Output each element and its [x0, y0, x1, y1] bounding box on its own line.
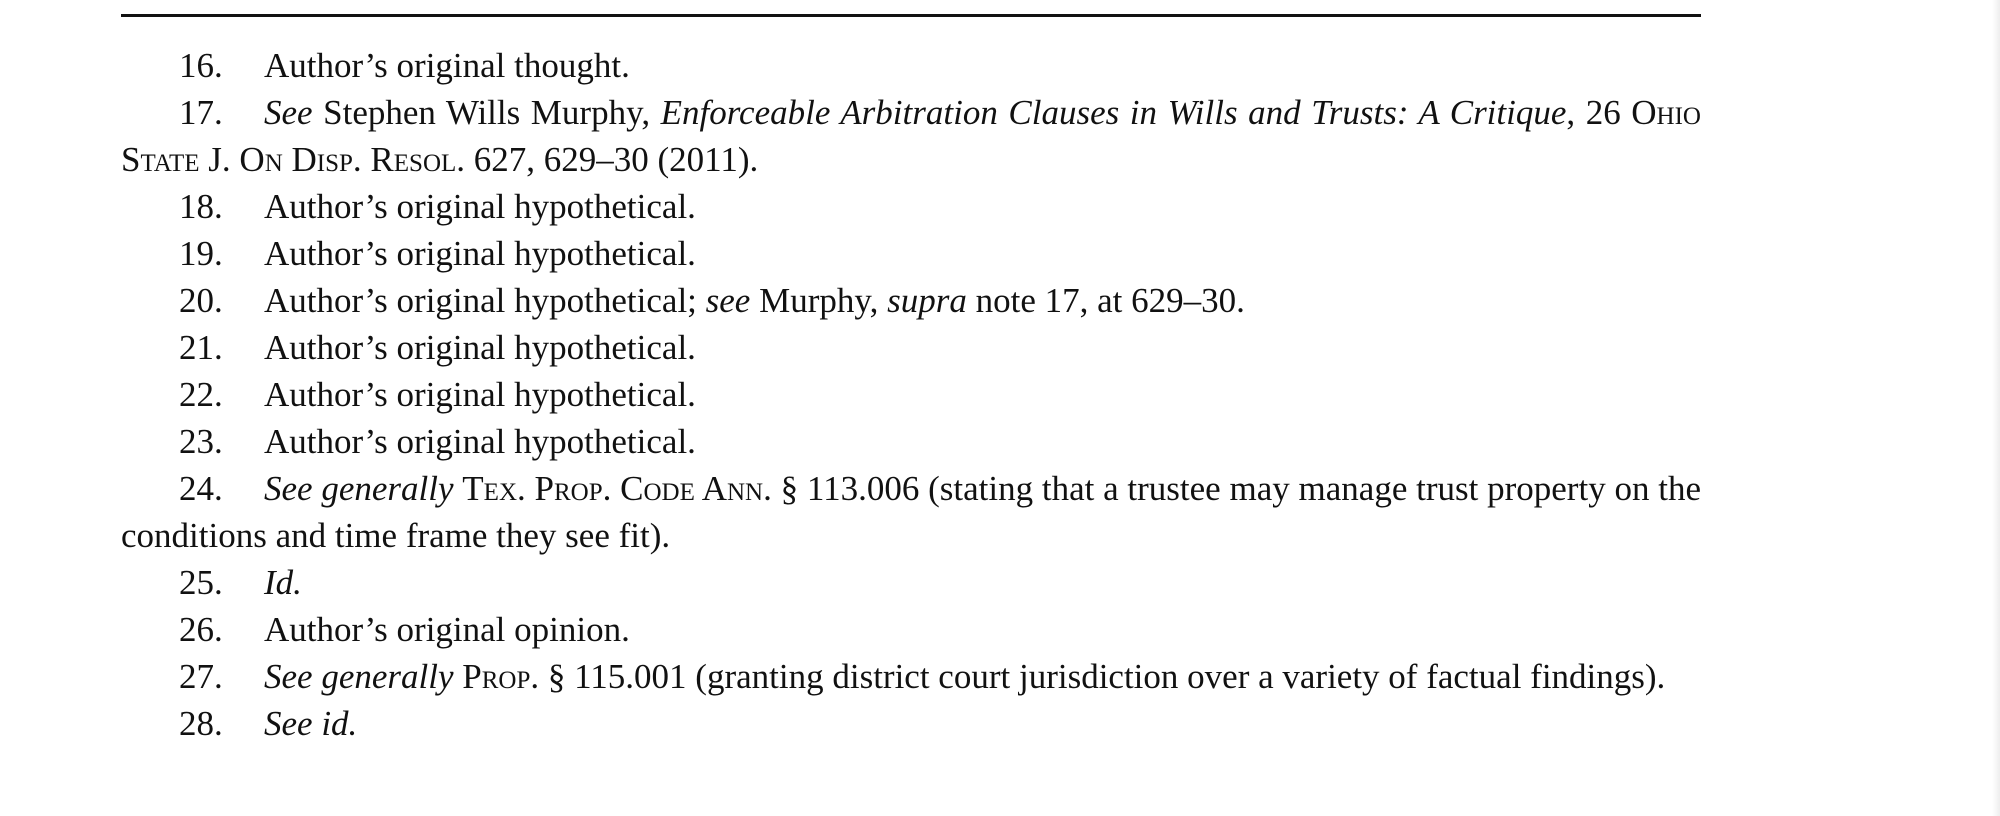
author-name: Stephen Wills Murphy, — [312, 93, 661, 132]
footnote-text: Author’s original hypothetical. — [264, 234, 696, 273]
signal-see-generally: See generally — [264, 657, 454, 696]
footnote-text: Author’s original hypothetical. — [264, 187, 696, 226]
footnote-19 — [121, 230, 1701, 277]
footnote-23 — [121, 418, 1701, 465]
signal-see-generally: See generally — [264, 469, 454, 508]
footnote-27 — [121, 653, 1701, 700]
footnote-text: Author’s original opinion. — [264, 610, 630, 649]
footnote-number: 19. — [179, 234, 223, 273]
footnote-number: 17. — [179, 93, 223, 132]
footnote-text: Author’s original hypothetical; — [264, 281, 706, 320]
signal-see: See — [264, 93, 313, 132]
statute-code: Tex. Prop. Code Ann. — [462, 469, 772, 508]
volume: , 26 — [1566, 93, 1632, 132]
page-edge-shadow — [1992, 0, 2000, 816]
footnote-number: 26. — [179, 610, 223, 649]
footnote-number: 21. — [179, 328, 223, 367]
footnote-22 — [121, 371, 1701, 418]
footnote-text: Author’s original hypothetical. — [264, 375, 696, 414]
id-signal: Id. — [264, 563, 302, 602]
footnote-text: Murphy, — [750, 281, 888, 320]
footnote-text: Author’s original thought. — [264, 46, 630, 85]
statute-code: Prop. — [462, 657, 540, 696]
footnote-20 — [121, 277, 1701, 324]
footnote-26 — [121, 606, 1701, 653]
supra-signal: supra — [887, 281, 967, 320]
footnote-separator-rule — [121, 14, 1701, 17]
footnote-24 — [121, 465, 1701, 559]
footnote-text: § 115.001 (granting district court jurisdiction over a variety of factual findings). — [539, 657, 1666, 696]
footnote-number: 24. — [179, 469, 223, 508]
footnote-21 — [121, 324, 1701, 371]
id-signal: See id. — [264, 704, 358, 743]
footnotes-list — [121, 42, 1701, 747]
footnote-text: Author’s original hypothetical. — [264, 328, 696, 367]
footnote-25 — [121, 559, 1701, 606]
footnote-text: § 113.006 (stating that a trustee may manage trust property on the conditions and time frame they see fit). — [121, 469, 1701, 555]
footnote-text: note 17, at 629–30. — [966, 281, 1245, 320]
footnote-17 — [121, 89, 1701, 183]
footnote-28 — [121, 700, 1701, 747]
footnote-number: 18. — [179, 187, 223, 226]
footnote-18 — [121, 183, 1701, 230]
footnote-16 — [121, 42, 1701, 89]
footnote-number: 16. — [179, 46, 223, 85]
footnote-number: 23. — [179, 422, 223, 461]
article-title: Enforceable Arbitration Clauses in Wills and Trusts: A Critique — [660, 93, 1567, 132]
footnote-number: 20. — [179, 281, 223, 320]
footnote-number: 27. — [179, 657, 223, 696]
footnote-number: 25. — [179, 563, 223, 602]
footnote-text: Author’s original hypothetical. — [264, 422, 696, 461]
pin-cite: 627, 629–30 (2011). — [465, 140, 759, 179]
footnote-number: 28. — [179, 704, 223, 743]
signal-see: see — [705, 281, 751, 320]
journal-name: Ohio State J. On Disp. Resol. — [121, 93, 1701, 179]
footnote-number: 22. — [179, 375, 223, 414]
